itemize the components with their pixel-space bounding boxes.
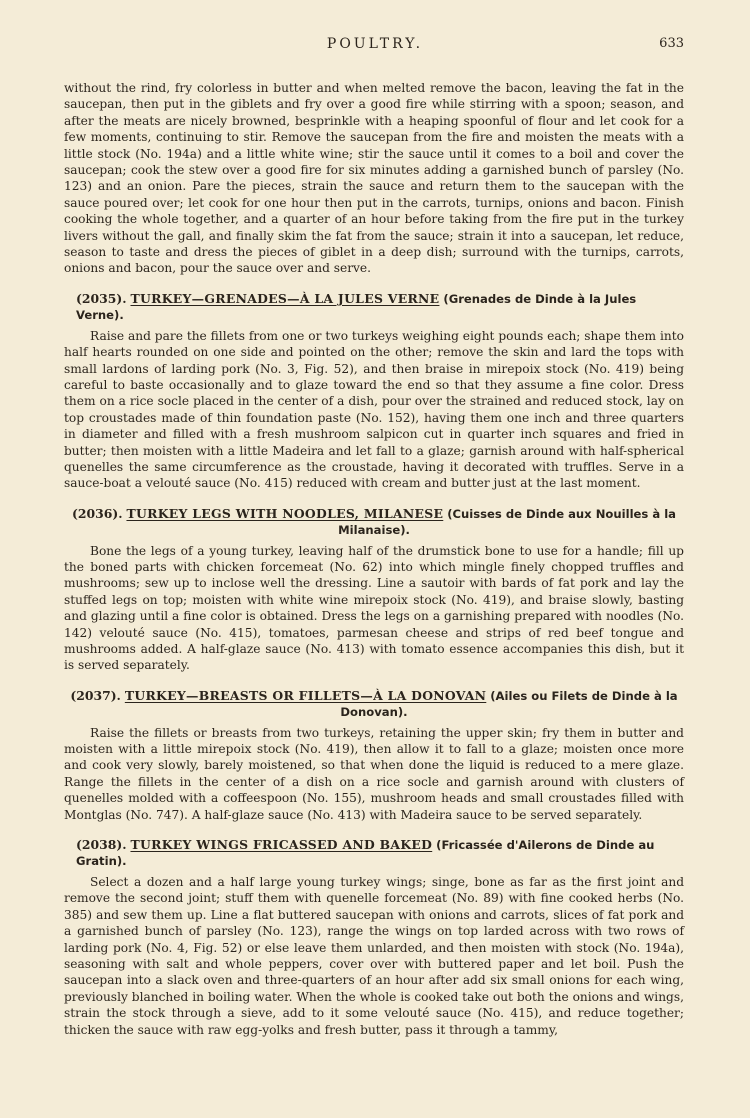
recipe-french-title: (Ailes ou Filets de Dinde à la Donovan). (340, 688, 678, 720)
recipe-title: TURKEY WINGS FRICASSED AND BAKED (130, 837, 433, 853)
recipe-2035 (64, 291, 684, 492)
running-title: POULTRY. (326, 36, 424, 52)
recipe-body: Select a dozen and a half large young turkey wings; singe, bone as far as the first joint and remove the second joint; stuff them with quenelle forcemeat (No. 89) with fine cooked herbs (No. 385) and sew them up. Line a flat buttered saucepan with onions and carrots, slices of fat pork and a garnished bunch of parsley (No. 123), range the wings on top larded across with two rows of larding pork (No. 4, Fig. 52) or else leave them unlarded, and then moisten with stock (No. 194a), seasoning with salt and whole peppers, cover over with buttered paper and let boil. Push the saucepan into a slack oven and three-quarters of an hour after add six small onions for each wing, previously blanched in boiling water. When the whole is cooked take out both the onions and wings, strain the stock through a sieve, add to it some velouté sauce (No. 415), and reduce together; thicken the sauce with raw egg-yolks and fresh butter, pass it through a tammy, (64, 874, 684, 1037)
recipe-2036 (64, 506, 684, 674)
recipe-body: Raise and pare the fillets from one or two turkeys weighing eight pounds each; shape them into half hearts rounded on one side and pointed on the other; remove the skin and lard the tops with small lardons of larding pork (No. 3, Fig. 52), and then braise in mirepoix stock (No. 419) being careful to baste occasionally and to glaze toward the end so that they assume a fine color. Dress them on a rice socle placed in the center of a dish, pour over the strained and reduced stock, lay on top croustades made of thin foundation paste (No. 152), having them one inch and three quarters in diameter and filled with a fresh mushroom salpicon cut in quarter inch squares and fried in butter; then moisten with a little Madeira and let fall to a glaze; garnish around with half-spherical quenelles the same circumference as the croustade, having it decorated with truffles. Serve in a sauce-boat a velouté sauce (No. 415) reduced with cream and butter just at the last moment. (64, 328, 684, 491)
recipe-heading (64, 688, 684, 721)
recipe-2037 (64, 688, 684, 823)
recipe-title: TURKEY—GRENADES—À LA JULES VERNE (130, 290, 440, 306)
recipe-number: (2038). (76, 837, 127, 853)
page-header (0, 36, 750, 56)
page-number: 633 (659, 36, 684, 51)
recipe-body: Raise the fillets or breasts from two turkeys, retaining the upper skin; fry them in butter and moisten with a little mirepoix stock (No. 419), then allow it to fall to a glaze; moisten once more and cook very slowly, barely moistened, so that when done the liquid is reduced to a mere glaze. Range the fillets in the center of a dish on a rice socle and garnish around with clusters of quenelles molded with a coffeespoon (No. 155), mushroom heads and small croustades filled with Montglas (No. 747). A half-glaze sauce (No. 413) with Madeira sauce to be served separately. (64, 725, 684, 822)
recipe-french-title: (Cuisses de Dinde aux Nouilles à la Milanaise). (338, 506, 676, 538)
recipe-number: (2037). (70, 687, 121, 703)
recipe-heading (76, 291, 684, 324)
recipe-heading (76, 837, 684, 870)
recipe-french-title: (Grenades de Dinde à la Jules Verne). (76, 291, 637, 323)
page-content (64, 80, 684, 1038)
recipe-heading (64, 506, 684, 539)
recipe-french-title: (Fricassée d'Ailerons de Dinde au Gratin). (76, 838, 655, 869)
recipe-body: Bone the legs of a young turkey, leaving half of the drumstick bone to use for a handle; fill up the boned parts with chicken forcemeat (No. 62) into which mingle finely chopped truffles and mushrooms; sew up to inclose well the dressing. Line a sautoir with bards of fat pork and lay the stuffed legs on top; moisten with white wine mirepoix stock (No. 419), and braise slowly, basting and glazing until a fine color is obtained. Dress the legs on a garnishing prepared with noodles (No. 142) velouté sauce (No. 415), tomatoes, parmesan cheese and strips of red beef tongue and mushrooms added. A half-glaze sauce (No. 413) with tomato essence accompanies this dish, but it is served separately. (64, 543, 684, 673)
recipe-title: TURKEY—BREASTS OR FILLETS—À LA DONOVAN (124, 687, 487, 703)
recipe-title: TURKEY LEGS WITH NOODLES, MILANESE (126, 505, 444, 521)
recipe-2038 (64, 837, 684, 1038)
recipe-number: (2036). (71, 505, 123, 521)
recipe-number: (2035). (76, 290, 127, 306)
intro-paragraph: without the rind, fry colorless in butter and when melted remove the bacon, leaving the fat in the saucepan, then put in the giblets and fry over a good fire while stirring with a spoon; season, and after the meats are nicely browned, besprinkle with a heaping spoonful of flour and let cook for a few moments, continuing to stir. Remove the saucepan from the fire and moisten the meats with a little stock (No. 194a) and a little white wine; stir the sauce until it comes to a boil and cover the saucepan; cook the stew over a good fire for six minutes adding a garnished bunch of parsley (No. 123) and an onion. Pare the pieces, strain the sauce and return them to the saucepan with the sauce poured over; let cook for one hour then put in the carrots, turnips, onions and bacon. Finish cooking the whole together, and a quarter of an hour before taking from the fire put in the turkey livers without the gall, and finally skim the fat from the sauce; strain it into a saucepan, let reduce, season to taste and dress the pieces of giblet in a deep dish; surround with the turnips, carrots, onions and bacon, pour the sauce over and serve. (64, 81, 684, 276)
